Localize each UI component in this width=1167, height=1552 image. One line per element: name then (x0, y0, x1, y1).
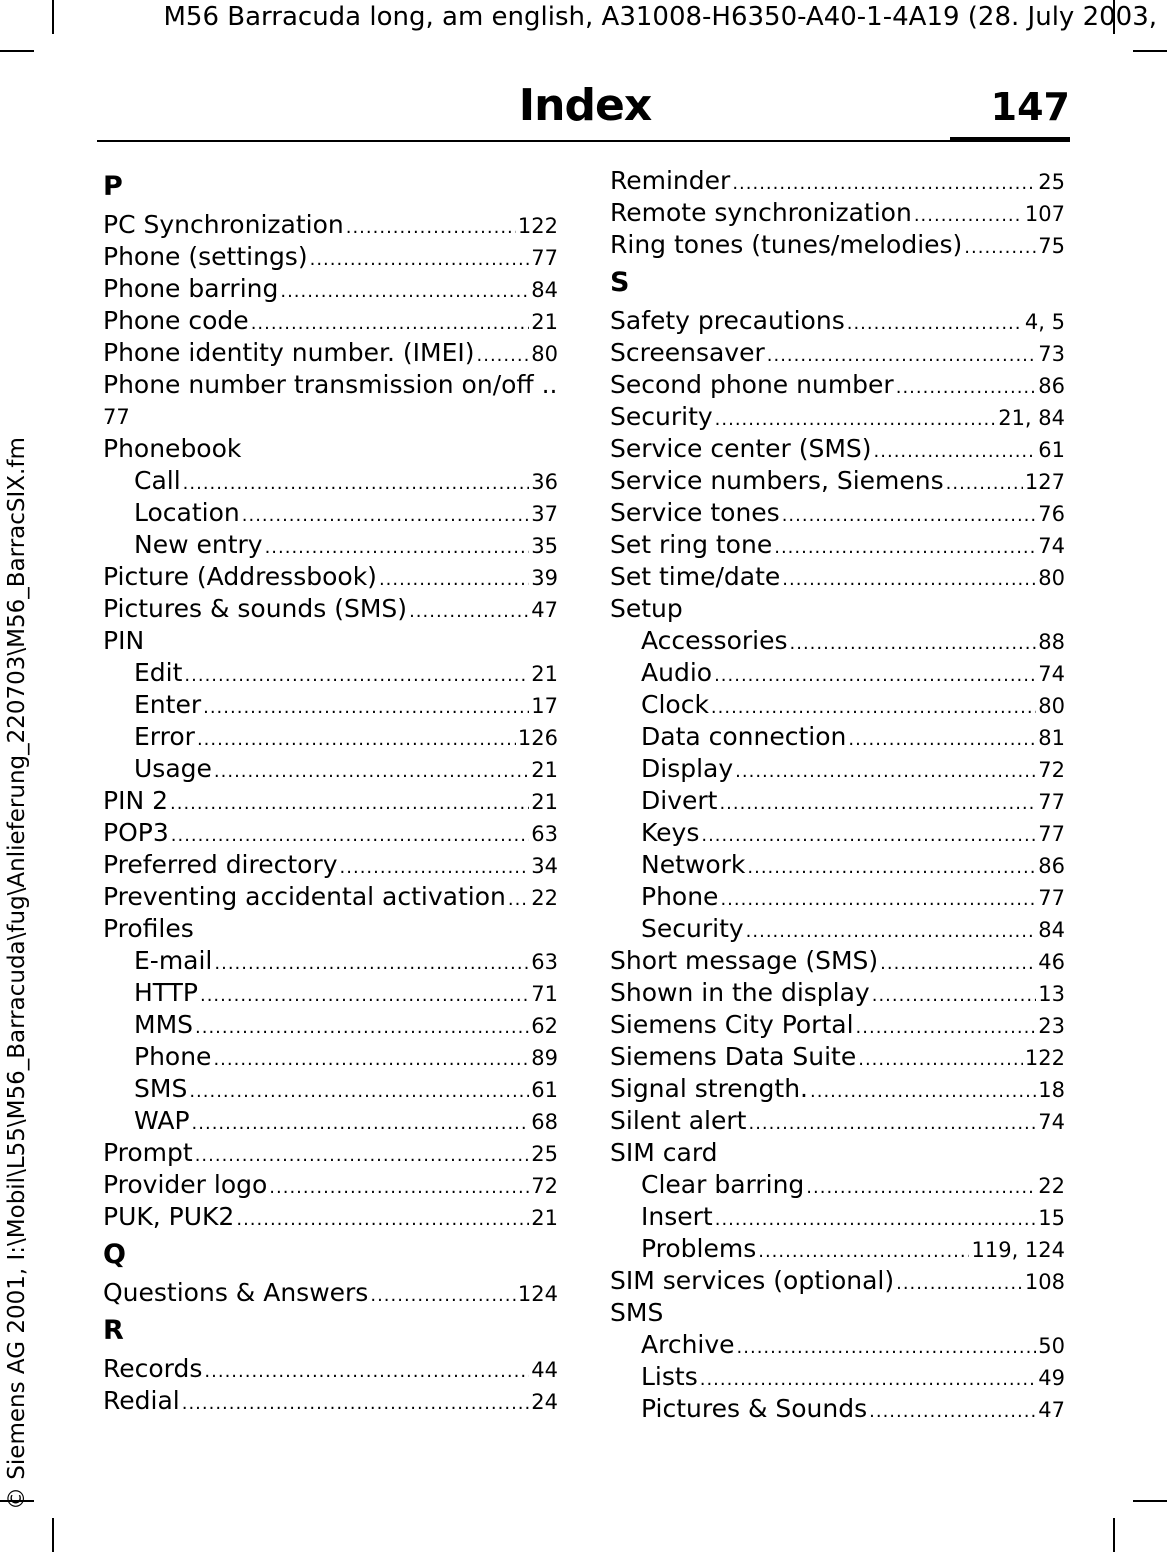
dot-leader (701, 820, 1036, 852)
index-entry (103, 241, 558, 273)
crop-mark (0, 50, 34, 52)
index-entry-label: Provider logo (103, 1170, 268, 1199)
page-title: Index (518, 80, 652, 131)
index-entry-page: 86 (1038, 374, 1065, 398)
index-entry-label: Accessories (641, 626, 788, 655)
index-subentry (103, 945, 558, 977)
index-entry-page: 21 (531, 310, 558, 334)
dot-leader (810, 1076, 1036, 1108)
dot-leader (409, 596, 529, 628)
index-subentry (103, 977, 558, 1009)
index-entry (103, 593, 558, 625)
index-entry-label: Lists (641, 1362, 698, 1391)
index-entry (610, 229, 1065, 261)
index-entry-page: 34 (531, 854, 558, 878)
index-entry-page: 63 (531, 822, 558, 846)
page-number-rule (950, 137, 1070, 142)
header-rule (97, 140, 952, 142)
index-entry (103, 785, 558, 817)
index-entry-label: HTTP (134, 978, 198, 1007)
index-entry-label: Silent alert (610, 1106, 747, 1135)
index-entry-page: 124 (517, 1282, 558, 1306)
index-subentry (103, 529, 558, 561)
index-subentry (103, 657, 558, 689)
dot-leader (192, 1108, 530, 1140)
index-entry (610, 1041, 1065, 1073)
dot-leader (732, 168, 1036, 200)
dot-leader (767, 340, 1037, 372)
dot-leader (251, 308, 530, 340)
index-entry-page: 122 (517, 214, 558, 238)
index-entry-page: 21 (531, 662, 558, 686)
index-column-left (103, 165, 558, 1417)
index-entry-page: 49 (1038, 1366, 1065, 1390)
dot-leader (370, 1280, 516, 1312)
crop-mark (1113, 1518, 1115, 1552)
index-entry-page: 17 (531, 694, 558, 718)
index-entry-page: 47 (1038, 1398, 1065, 1422)
index-section-letter: R (103, 1315, 124, 1346)
dot-leader (700, 1364, 1037, 1396)
index-entry-label: SIM services (optional) (610, 1266, 895, 1295)
index-entry-page: 80 (1038, 694, 1065, 718)
index-entry-label: SMS (134, 1074, 188, 1103)
dot-leader (848, 724, 1036, 756)
index-entry-page: 39 (531, 566, 558, 590)
index-entry-label: Service tones (610, 498, 780, 527)
index-heading: SMS (610, 1298, 664, 1327)
index-subentry (103, 1041, 558, 1073)
index-entry (610, 197, 1065, 229)
index-entry (610, 305, 1065, 337)
dot-leader (737, 1332, 1037, 1364)
index-entry-page: 84 (1038, 918, 1065, 942)
index-entry-page: 13 (1038, 982, 1065, 1006)
index-entry-page: 22 (1038, 1174, 1065, 1198)
index-entry-label: Clear barring (641, 1170, 805, 1199)
index-entry-label: Reminder (610, 166, 731, 195)
index-entry-page: 35 (531, 534, 558, 558)
dot-leader (747, 852, 1036, 884)
index-entry (103, 561, 558, 593)
index-entry-page: 24 (531, 1390, 558, 1414)
dot-leader (477, 340, 530, 372)
index-entry-label: WAP (134, 1106, 190, 1135)
index-entry-page: 127 (1024, 470, 1065, 494)
index-subentry (610, 817, 1065, 849)
index-entry-label: Phone barring (103, 274, 279, 303)
dot-leader (964, 232, 1036, 264)
index-entry-page: 21 (531, 1206, 558, 1230)
index-entry-label: PC Synchronization (103, 210, 344, 239)
dot-leader (758, 1236, 969, 1268)
dot-leader (214, 948, 529, 980)
dot-leader (310, 244, 530, 276)
index-entry-page: 50 (1038, 1334, 1065, 1358)
index-entry-label: PUK, PUK2 (103, 1202, 235, 1231)
dot-leader (719, 788, 1036, 820)
index-entry-page: 80 (1038, 566, 1065, 590)
index-entry (103, 1353, 558, 1385)
index-entry-page: 75 (1038, 234, 1065, 258)
index-heading: PIN (103, 626, 145, 655)
index-entry-label: Set ring tone (610, 530, 773, 559)
index-entry-page: 122 (1024, 1046, 1065, 1070)
index-entry-page: 73 (1038, 342, 1065, 366)
dot-leader (340, 852, 530, 884)
index-entry-page: 76 (1038, 502, 1065, 526)
dot-leader (711, 692, 1036, 724)
dot-leader (806, 1172, 1036, 1204)
index-heading: Phone number transmission on/off .. (103, 370, 558, 399)
crop-mark (1133, 50, 1167, 52)
index-entry-page: 18 (1038, 1078, 1065, 1102)
index-subentry (610, 1393, 1065, 1425)
dot-leader (189, 1076, 529, 1108)
index-entry (103, 1201, 558, 1233)
index-entry-label: Enter (134, 690, 202, 719)
index-entry (610, 401, 1065, 433)
index-entry-page: 23 (1038, 1014, 1065, 1038)
index-entry-label: Data connection (641, 722, 847, 751)
index-entry-page: 21 (531, 790, 558, 814)
index-entry-page: 84 (531, 278, 558, 302)
index-entry-label: Phone (641, 882, 719, 911)
index-entry (610, 433, 1065, 465)
index-subentry (103, 721, 558, 753)
dot-leader (874, 436, 1037, 468)
crop-mark (1133, 1500, 1167, 1502)
index-subentry (610, 1361, 1065, 1393)
dot-leader (346, 212, 516, 244)
index-subentry (103, 753, 558, 785)
index-entry-label: Second phone number (610, 370, 894, 399)
index-entry-page: 72 (531, 1174, 558, 1198)
index-entry (610, 945, 1065, 977)
index-heading: Profiles (103, 914, 194, 943)
index-entry-label: MMS (134, 1010, 194, 1039)
index-subentry (103, 1009, 558, 1041)
index-entry-page: 68 (531, 1110, 558, 1134)
index-entry-page: 21, 84 (998, 406, 1065, 430)
index-entry-label: Service numbers, Siemens (610, 466, 944, 495)
index-entry (103, 305, 558, 337)
index-entry-label: Pictures & Sounds (641, 1394, 868, 1423)
index-entry (103, 337, 558, 369)
index-subentry (610, 1233, 1065, 1265)
dot-leader (242, 500, 530, 532)
index-entry-label: Location (134, 498, 240, 527)
index-column-right (610, 165, 1065, 1425)
index-entry-page: 62 (531, 1014, 558, 1038)
index-entry-label: Archive (641, 1330, 735, 1359)
index-subentry (610, 753, 1065, 785)
index-entry (103, 1137, 558, 1169)
index-entry-page: 71 (531, 982, 558, 1006)
dot-leader (182, 1388, 530, 1420)
index-subentry (610, 1329, 1065, 1361)
index-entry-page: 61 (531, 1078, 558, 1102)
index-subentry (610, 657, 1065, 689)
index-entry-page: 126 (517, 726, 558, 750)
dot-leader (720, 884, 1036, 916)
index-subentry (610, 721, 1065, 753)
index-entry-label: Siemens Data Suite (610, 1042, 857, 1071)
index-entry-label: Phone code (103, 306, 249, 335)
index-entry-label: Siemens City Portal (610, 1010, 854, 1039)
dot-leader (746, 916, 1037, 948)
index-heading: 77 (103, 405, 130, 429)
dot-leader (203, 692, 529, 724)
index-entry-label: Remote synchronization (610, 198, 912, 227)
index-entry-page: 47 (531, 598, 558, 622)
index-entry (610, 337, 1065, 369)
index-subentry (610, 881, 1065, 913)
index-subentry (610, 689, 1065, 721)
index-entry-label: Security (641, 914, 744, 943)
index-entry (610, 465, 1065, 497)
dot-leader (508, 884, 529, 916)
index-entry (610, 977, 1065, 1009)
index-entry-page: 77 (531, 246, 558, 270)
dot-leader (782, 500, 1037, 532)
dot-leader (379, 564, 529, 596)
index-entry (610, 1265, 1065, 1297)
index-subentry (610, 1201, 1065, 1233)
index-subentry (103, 1073, 558, 1105)
index-entry-page: 44 (531, 1358, 558, 1382)
index-entry-page: 25 (1038, 170, 1065, 194)
index-entry-label: Clock (641, 690, 709, 719)
index-entry-label: Records (103, 1354, 203, 1383)
index-entry-page: 36 (531, 470, 558, 494)
index-entry-label: Problems (641, 1234, 757, 1263)
index-entry-page: 72 (1038, 758, 1065, 782)
index-entry-label: Divert (641, 786, 718, 815)
dot-leader (735, 756, 1036, 788)
index-entry (103, 817, 558, 849)
index-entry-page: 63 (531, 950, 558, 974)
dot-leader (914, 200, 1023, 232)
index-subentry (103, 1105, 558, 1137)
index-entry-label: Safety precautions (610, 306, 845, 335)
dot-leader (869, 1396, 1036, 1428)
index-entry (610, 497, 1065, 529)
index-entry-label: Error (134, 722, 195, 751)
index-entry-label: Insert (641, 1202, 713, 1231)
index-entry-label: Usage (134, 754, 212, 783)
index-entry (610, 1105, 1065, 1137)
index-entry-label: Security (610, 402, 713, 431)
index-entry (610, 1073, 1065, 1105)
dot-leader (896, 372, 1037, 404)
dot-leader (265, 532, 530, 564)
dot-leader (184, 660, 529, 692)
index-entry-label: Keys (641, 818, 700, 847)
index-entry-page: 107 (1024, 202, 1065, 226)
dot-leader (236, 1204, 529, 1236)
dot-leader (880, 948, 1036, 980)
index-entry-page: 74 (1038, 534, 1065, 558)
index-entry-page: 15 (1038, 1206, 1065, 1230)
index-entry (103, 1169, 558, 1201)
index-subentry (610, 1169, 1065, 1201)
index-entry-label: New entry (134, 530, 263, 559)
index-entry-page: 22 (531, 886, 558, 910)
index-section-letter: Q (103, 1239, 126, 1270)
index-entry-page: 25 (531, 1142, 558, 1166)
index-subentry (610, 625, 1065, 657)
index-entry (103, 849, 558, 881)
index-entry (103, 1277, 558, 1309)
index-entry-label: PIN 2 (103, 786, 169, 815)
index-entry-label: Screensaver (610, 338, 765, 367)
index-entry-label: Phone identity number. (IMEI) (103, 338, 475, 367)
dot-leader (214, 756, 529, 788)
index-entry-page: 80 (531, 342, 558, 366)
index-heading: Setup (610, 594, 683, 623)
index-subentry (610, 849, 1065, 881)
dot-leader (200, 980, 529, 1012)
index-entry-label: Set time/date (610, 562, 781, 591)
index-subentry (610, 913, 1065, 945)
index-entry-page: 74 (1038, 662, 1065, 686)
index-entry-label: Preferred directory (103, 850, 338, 879)
index-entry (103, 1385, 558, 1417)
index-entry-label: Shown in the display (610, 978, 870, 1007)
index-entry-page: 77 (1038, 822, 1065, 846)
index-entry (610, 561, 1065, 593)
index-entry-label: Pictures & sounds (SMS) (103, 594, 408, 623)
dot-leader (847, 308, 1023, 340)
dot-leader (204, 1356, 529, 1388)
index-section-letter: P (103, 171, 123, 202)
index-entry-page: 81 (1038, 726, 1065, 750)
crop-mark (52, 0, 54, 34)
index-entry-page: 74 (1038, 1110, 1065, 1134)
index-subentry (103, 465, 558, 497)
dot-leader (872, 980, 1037, 1012)
index-entry-label: Redial (103, 1386, 180, 1415)
index-entry (610, 529, 1065, 561)
dot-leader (896, 1268, 1023, 1300)
index-entry-page: 21 (531, 758, 558, 782)
index-entry-label: Edit (134, 658, 183, 687)
index-entry-label: Signal strength. (610, 1074, 808, 1103)
dot-leader (195, 1140, 530, 1172)
index-subentry (103, 689, 558, 721)
index-subentry (610, 785, 1065, 817)
index-section-letter: S (610, 267, 630, 298)
index-entry-page: 61 (1038, 438, 1065, 462)
index-entry-label: Network (641, 850, 746, 879)
index-entry-label: Picture (Addressbook) (103, 562, 377, 591)
index-entry (610, 165, 1065, 197)
index-entry-page: 37 (531, 502, 558, 526)
index-entry (610, 369, 1065, 401)
index-heading: SIM card (610, 1138, 718, 1167)
index-entry-label: E-mail (134, 946, 213, 975)
index-entry-page: 108 (1024, 1270, 1065, 1294)
index-entry-page: 77 (1038, 790, 1065, 814)
dot-leader (170, 788, 529, 820)
dot-leader (197, 724, 516, 756)
index-entry-label: Service center (SMS) (610, 434, 872, 463)
index-entry-page: 46 (1038, 950, 1065, 974)
index-entry (103, 273, 558, 305)
index-entry-label: Preventing accidental activation (103, 882, 506, 911)
index-entry-page: 4, 5 (1024, 310, 1065, 334)
dot-leader (213, 1044, 529, 1076)
dot-leader (748, 1108, 1036, 1140)
index-entry-label: Short message (SMS) (610, 946, 879, 975)
index-entry-label: Call (134, 466, 181, 495)
dot-leader (858, 1044, 1023, 1076)
dot-leader (714, 660, 1036, 692)
index-entry-label: Phone (134, 1042, 212, 1071)
dot-leader (856, 1012, 1037, 1044)
dot-leader (946, 468, 1023, 500)
side-copyright-text: © Siemens AG 2001, I:\Mobil\L55\M56_Barracuda\fug\Anlieferung_220703\M56_BarracSIX.fm (4, 437, 30, 1510)
dot-leader (715, 1204, 1037, 1236)
dot-leader (171, 820, 530, 852)
page-number: 147 (990, 85, 1070, 129)
index-entry-label: Audio (641, 658, 713, 687)
index-entry-label: Prompt (103, 1138, 193, 1167)
dot-leader (195, 1012, 529, 1044)
index-entry (103, 209, 558, 241)
index-entry-page: 119, 124 (971, 1238, 1065, 1262)
index-entry-page: 88 (1038, 630, 1065, 654)
index-entry-page: 77 (1038, 886, 1065, 910)
dot-leader (790, 628, 1037, 660)
dot-leader (269, 1172, 529, 1204)
index-entry-label: Questions & Answers (103, 1278, 369, 1307)
running-header: M56 Barracuda long, am english, A31008-H6350-A40-1-4A19 (28. July 2003, (163, 2, 1157, 32)
dot-leader (183, 468, 530, 500)
dot-leader (280, 276, 529, 308)
index-entry-page: 86 (1038, 854, 1065, 878)
index-entry (610, 1009, 1065, 1041)
dot-leader (782, 564, 1036, 596)
index-entry-label: Phone (settings) (103, 242, 308, 271)
index-subentry (103, 497, 558, 529)
index-entry-page: 89 (531, 1046, 558, 1070)
index-entry-label: Ring tones (tunes/melodies) (610, 230, 963, 259)
index-entry-label: Display (641, 754, 734, 783)
index-entry-label: POP3 (103, 818, 169, 847)
dot-leader (715, 404, 997, 436)
dot-leader (774, 532, 1036, 564)
index-heading: Phonebook (103, 434, 242, 463)
index-entry (103, 881, 558, 913)
crop-mark (52, 1518, 54, 1552)
